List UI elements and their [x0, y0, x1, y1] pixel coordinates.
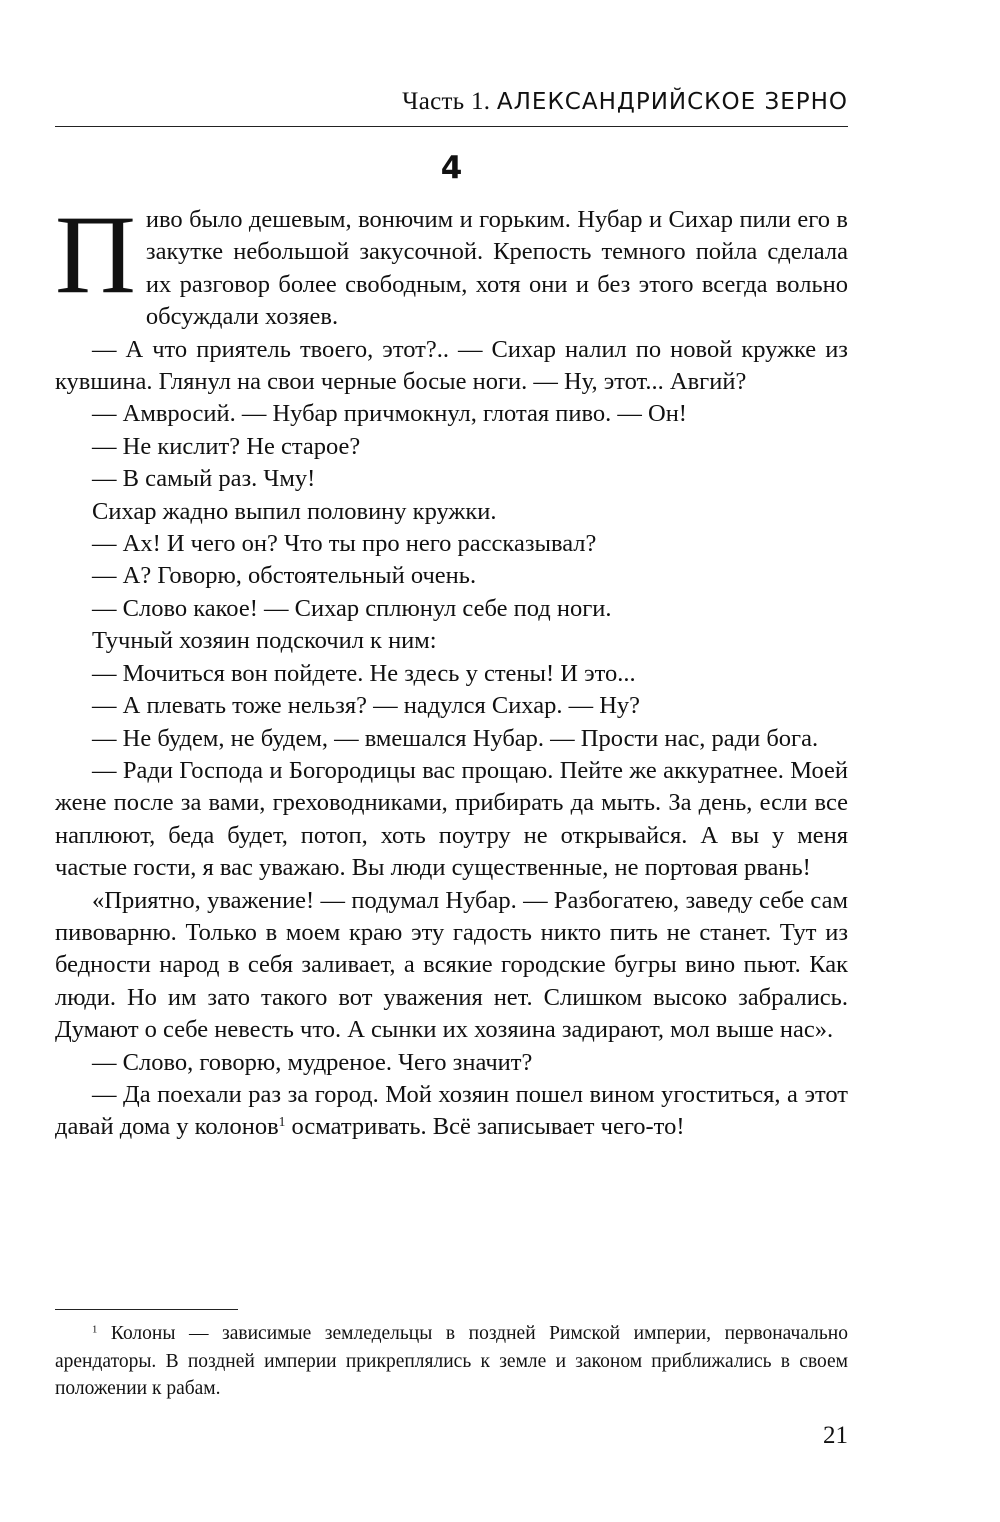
paragraph-text: осматривать. Всё записывает чего-то!: [285, 1113, 685, 1141]
paragraph: — В самый раз. Чму!: [92, 465, 316, 493]
paragraph: — Не будем, не будем, — вмешался Нубар. — Прости нас, ради бога.: [92, 724, 819, 752]
running-head-title: АЛЕКСАНДРИЙСКОЕ ЗЕРНО: [496, 89, 848, 115]
paragraph: — Мочиться вон пойдете. Не здесь у стены! И это...: [92, 659, 636, 687]
book-page: [55, 0, 848, 1522]
paragraph: Тучный хозяин подскочил к ним:: [92, 627, 437, 655]
paragraph: — А что приятель твоего, этот?.. — Сихар налил по новой кружке из кувшина. Глянул на свои черные босые ноги. — Ну, этот... Авгий?: [55, 335, 848, 396]
paragraph-text: — Да поехали раз за город. Мой хозяин пошел вином угоститься, а этот давай дома у колонов: [55, 1080, 848, 1141]
footnote-text: Колоны — зависимые земледельцы в поздней Римской империи, первоначально арендаторы. В поздней империи прикреплялись к земле и законом приближались в своем положении к рабам.: [55, 1323, 848, 1399]
running-head: [402, 88, 848, 116]
paragraph-text: иво было дешевым, вонючим и горьким. Нубар и Сихар пили его в закутке небольшой закусочной. Крепость темного пойла сделала их разговор более свободным, хотя они и без этого всегда вольно обсуждали хозяев.: [145, 206, 848, 331]
paragraph: — Ради Господа и Богородицы вас прощаю. Пейте же аккуратнее. Моей жене после за вами, греховодниками, прибирать да мыть. За день, если все наплюют, беда будет, потоп, хоть поутру не открывайся. А вы у меня частые гости, я вас уважаю. Вы люди существенные, не портовая рвань!: [55, 756, 848, 882]
paragraph: — Не кислит? Не старое?: [92, 432, 361, 460]
paragraph: [55, 1079, 848, 1144]
chapter-number: 4: [440, 150, 463, 186]
drop-cap: П: [55, 193, 136, 317]
paragraph: — Ах! И чего он? Что ты про него рассказывал?: [92, 530, 597, 558]
header-rule: [55, 126, 848, 127]
footnote-reference: 1: [278, 1114, 286, 1130]
footnotes: [55, 1320, 848, 1403]
paragraph: — Слово, говорю, мудреное. Чего значит?: [92, 1048, 533, 1076]
running-head-part: Часть 1.: [402, 88, 491, 115]
footnote-mark: 1: [92, 1323, 98, 1336]
paragraph: — А? Говорю, обстоятельный очень.: [92, 562, 477, 590]
paragraph: «Приятно, уважение! — подумал Нубар. — Разбогатею, заведу себе сам пивоварню. Только в моем краю эту гадость никто пить не станет. Тут из бедности народ в себя заливает, а всякие городские бугры вино пьют. Как люди. Но им зато такого вот уважения нет. Слишком высоко забрались. Думают о себе невесть что. А сынки их хозяина задирают, мол выше нас».: [55, 886, 848, 1044]
page-number: 21: [823, 1422, 848, 1449]
footnote: [55, 1320, 848, 1403]
paragraph: — Амвросий. — Нубар причмокнул, глотая пиво. — Он!: [92, 400, 687, 428]
paragraph: — Слово какое! — Сихар сплюнул себе под ноги.: [92, 594, 612, 622]
footnote-rule: [55, 1309, 238, 1310]
paragraph: [55, 193, 848, 334]
paragraph: — А плевать тоже нельзя? — надулся Сихар. — Ну?: [92, 692, 641, 720]
paragraph: Сихар жадно выпил половину кружки.: [92, 497, 497, 525]
body-text: [55, 193, 848, 1144]
